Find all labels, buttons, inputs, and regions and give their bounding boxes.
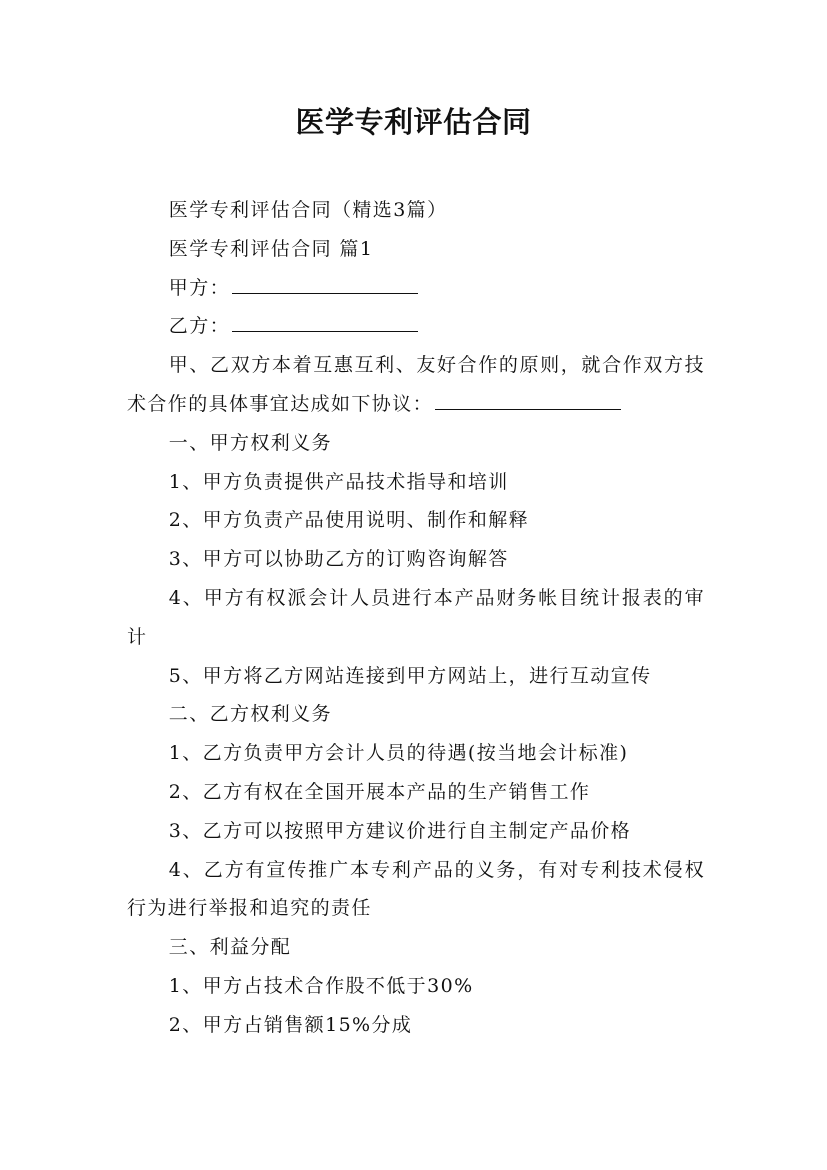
paragraph-text: 医学专利评估合同 篇1 (168, 237, 374, 260)
paragraph-text: 2、甲方负责产品使用说明、制作和解释 (168, 509, 530, 532)
paragraph-text: 甲、乙双方本着互惠互利、友好合作的原则，就合作双方技术合作的具体事宜达成如下协议： (127, 354, 705, 415)
fill-in-blank-line (435, 408, 621, 410)
paragraph (127, 928, 705, 967)
paragraph (127, 734, 705, 773)
paragraph-text: 1、乙方负责甲方会计人员的待遇(按当地会计标准) (168, 742, 629, 765)
paragraph (127, 191, 705, 230)
paragraph-text: 乙方： (168, 315, 230, 338)
paragraph-text: 2、乙方有权在全国开展本产品的生产销售工作 (168, 780, 591, 803)
paragraph (127, 463, 705, 502)
paragraph (127, 967, 705, 1006)
paragraph (127, 695, 705, 734)
paragraph-text: 医学专利评估合同（精选3篇） (168, 199, 448, 221)
paragraph-text: 三、利益分配 (168, 936, 292, 959)
paragraph (127, 230, 705, 269)
paragraph (127, 851, 705, 929)
paragraph-text: 一、甲方权利义务 (168, 431, 332, 454)
document-title: 医学专利评估合同 (295, 105, 532, 139)
paragraph-text: 甲方： (168, 276, 230, 299)
document-body (127, 191, 705, 1045)
paragraph (127, 346, 705, 424)
paragraph (127, 657, 705, 696)
paragraph (127, 773, 705, 812)
paragraph-text: 4、甲方有权派会计人员进行本产品财务帐目统计报表的审计 (127, 586, 705, 648)
paragraph-text: 2、甲方占销售额15%分成 (168, 1013, 413, 1036)
paragraph (127, 307, 705, 346)
paragraph-text: 二、乙方权利义务 (168, 703, 332, 726)
paragraph (127, 269, 705, 308)
paragraph-text: 1、甲方负责提供产品技术指导和培训 (168, 470, 509, 493)
paragraph (127, 501, 705, 540)
paragraph (127, 540, 705, 579)
paragraph-text: 3、甲方可以协助乙方的订购咨询解答 (168, 548, 509, 571)
fill-in-blank-line (232, 330, 418, 332)
paragraph (127, 1006, 705, 1045)
paragraph (127, 812, 705, 851)
paragraph-text: 3、乙方可以按照甲方建议价进行自主制定产品价格 (168, 819, 632, 842)
paragraph-text: 5、甲方将乙方网站连接到甲方网站上，进行互动宣传 (168, 664, 652, 687)
paragraph (127, 579, 705, 657)
fill-in-blank-line (232, 292, 418, 294)
paragraph-text: 1、甲方占技术合作股不低于30% (168, 974, 474, 997)
paragraph (127, 424, 705, 463)
paragraph-text: 4、乙方有宣传推广本专利产品的义务，有对专利技术侵权行为进行举报和追究的责任 (127, 858, 705, 920)
